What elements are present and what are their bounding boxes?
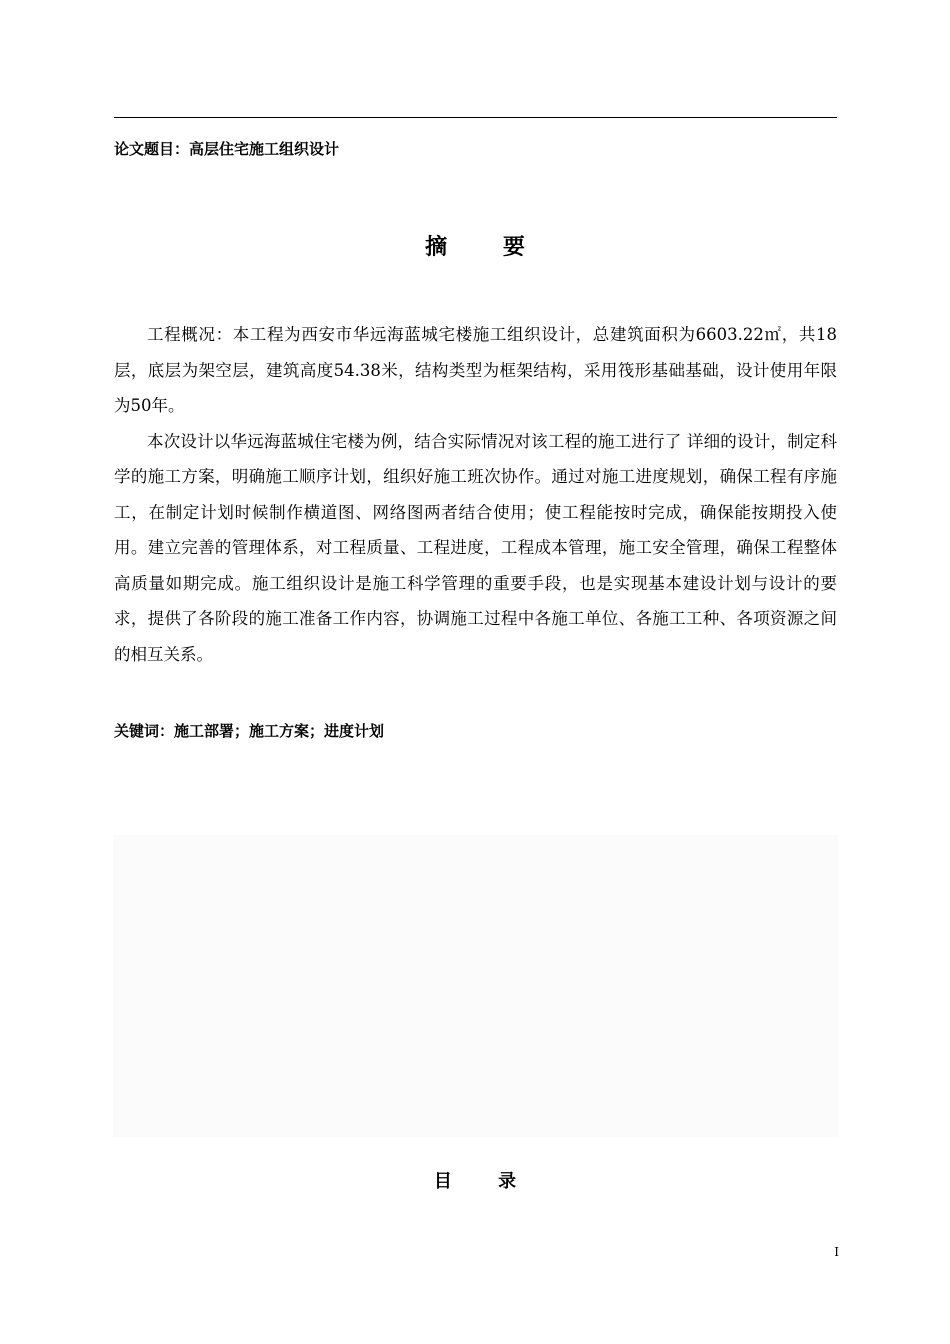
abstract-paragraph-overview: 工程概况：本工程为西安市华远海蓝城宅楼施工组织设计，总建筑面积为6603.22㎡，共18层，底层为架空层，建筑高度54.38米，结构类型为框架结构，采用筏形基础基础，设计使用年限为50年。: [114, 325, 837, 415]
abstract-body: [114, 317, 837, 672]
abstract-heading: 摘 要: [425, 235, 549, 260]
page-number: I: [834, 1245, 839, 1259]
keywords-line: 关键词：施工部署；施工方案；进度计划: [114, 722, 385, 740]
header-rule: [114, 117, 837, 118]
toc-heading: 目 录: [433, 1171, 537, 1192]
thesis-title: 论文题目：高层住宅施工组织设计: [114, 140, 340, 158]
blank-area: [113, 835, 838, 1137]
abstract-paragraph-design: 本次设计以华远海蓝城住宅楼为例，结合实际情况对该工程的施工进行了 详细的设计，制定科学的施工方案，明确施工顺序计划，组织好施工班次协作。通过对施工进度规划，确保工程有序施工，在制定计划时候制作横道图、网络图两者结合使用；使工程能按时完成，确保能按期投入使用。建立完善的管理体系，对工程质量、工程进度，工程成本管理，施工安全管理，确保工程整体高质量如期完成。施工组织设计是施工科学管理的重要手段，也是实现基本建设计划与设计的要求，提供了各阶段的施工准备工作内容，协调施工过程中各施工单位、各施工工种、各项资源之间的相互关系。: [114, 431, 837, 664]
